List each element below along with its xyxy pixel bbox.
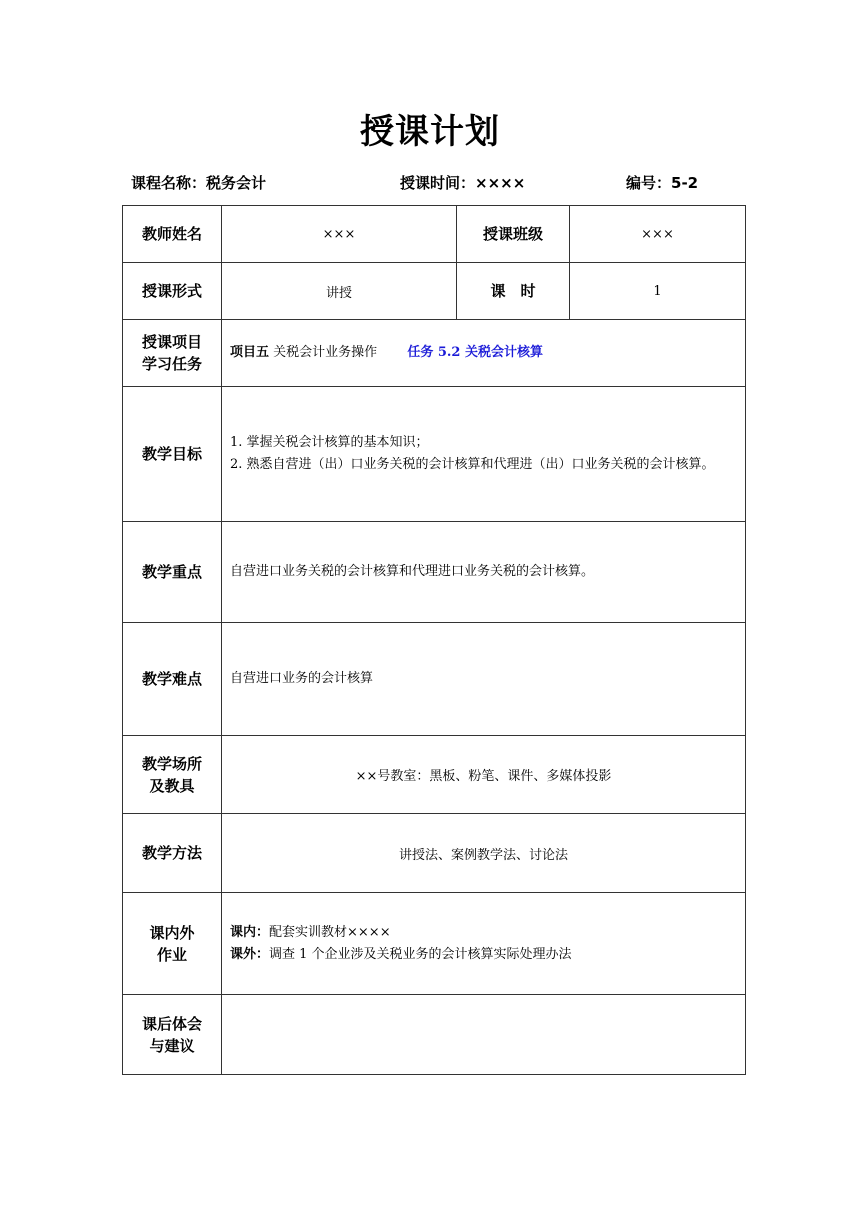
homework-in-value: 配套实训教材×××× — [269, 924, 391, 940]
goal-item-1: 1. 掌握关税会计核算的基本知识； — [230, 435, 429, 450]
place-tools-label — [123, 736, 222, 814]
homework-in-label: 课内： — [230, 924, 270, 940]
table-row — [123, 206, 746, 263]
homework-label — [123, 893, 222, 995]
table-row — [123, 263, 746, 320]
teaching-form-value: 讲授 — [222, 263, 457, 320]
class-hours-value: 1 — [570, 263, 746, 320]
table-row — [123, 893, 746, 995]
course-name-label: 课程名称： — [131, 174, 207, 192]
difficulty-value: 自营进口业务的会计核算 — [222, 623, 746, 736]
teacher-name-value: ××× — [222, 206, 457, 263]
table-row — [123, 995, 746, 1075]
project-name: 关税会计业务操作 — [273, 345, 378, 360]
class-hours-label: 课 时 — [457, 263, 570, 320]
course-name-value: 税务会计 — [206, 174, 267, 192]
project-label-line-2: 学习任务 — [141, 355, 202, 373]
teaching-method-label: 教学方法 — [123, 814, 222, 893]
teaching-time — [400, 172, 525, 193]
table-row — [123, 387, 746, 522]
homework-in — [230, 922, 737, 944]
place-label-line-1: 教学场所 — [141, 754, 202, 773]
reflection-label-line-1: 课后体会 — [141, 1014, 202, 1033]
document-number-label: 编号： — [626, 174, 672, 192]
document-number-value: 5-2 — [671, 174, 699, 192]
document-number — [626, 172, 698, 193]
table-row — [123, 736, 746, 814]
homework-label-line-2: 作业 — [156, 945, 187, 964]
project-task-label — [123, 320, 222, 387]
homework-label-line-1: 课内外 — [149, 923, 195, 942]
project-task-value — [222, 320, 746, 387]
class-label: 授课班级 — [457, 206, 570, 263]
table-row — [123, 814, 746, 893]
task-title: 任务 5.2 关税会计核算 — [407, 345, 543, 360]
table-row — [123, 623, 746, 736]
project-prefix: 项目五 — [230, 345, 270, 360]
lesson-plan-table — [122, 205, 746, 1075]
homework-out-value: 调查 1 个企业涉及关税业务的会计核算实际处理办法 — [269, 946, 572, 962]
table-row — [123, 522, 746, 623]
place-label-line-2: 及教具 — [149, 776, 195, 795]
reflection-label-line-2: 与建议 — [149, 1036, 195, 1055]
page-title: 授课计划 — [360, 112, 500, 152]
table-row — [123, 320, 746, 387]
course-name — [131, 172, 266, 193]
project-label-line-1: 授课项目 — [141, 333, 202, 351]
reflection-label — [123, 995, 222, 1075]
homework-out — [230, 944, 737, 966]
reflection-value — [222, 995, 746, 1075]
homework-out-label: 课外： — [230, 946, 270, 962]
teacher-name-label: 教师姓名 — [123, 206, 222, 263]
class-value: ××× — [570, 206, 746, 263]
key-points-label: 教学重点 — [123, 522, 222, 623]
teaching-goal-value — [222, 387, 746, 522]
teaching-time-label: 授课时间： — [400, 174, 476, 192]
key-points-value: 自营进口业务关税的会计核算和代理进口业务关税的会计核算。 — [222, 522, 746, 623]
place-tools-value: ××号教室：黑板、粉笔、课件、多媒体投影 — [222, 736, 746, 814]
homework-value — [222, 893, 746, 995]
teaching-form-label: 授课形式 — [123, 263, 222, 320]
teaching-method-value: 讲授法、案例教学法、讨论法 — [222, 814, 746, 893]
teaching-goal-label: 教学目标 — [123, 387, 222, 522]
teaching-time-value: ×××× — [475, 174, 526, 192]
goal-item-2: 2. 熟悉自营进（出）口业务关税的会计核算和代理进（出）口业务关税的会计核算。 — [230, 457, 715, 472]
difficulty-label: 教学难点 — [123, 623, 222, 736]
